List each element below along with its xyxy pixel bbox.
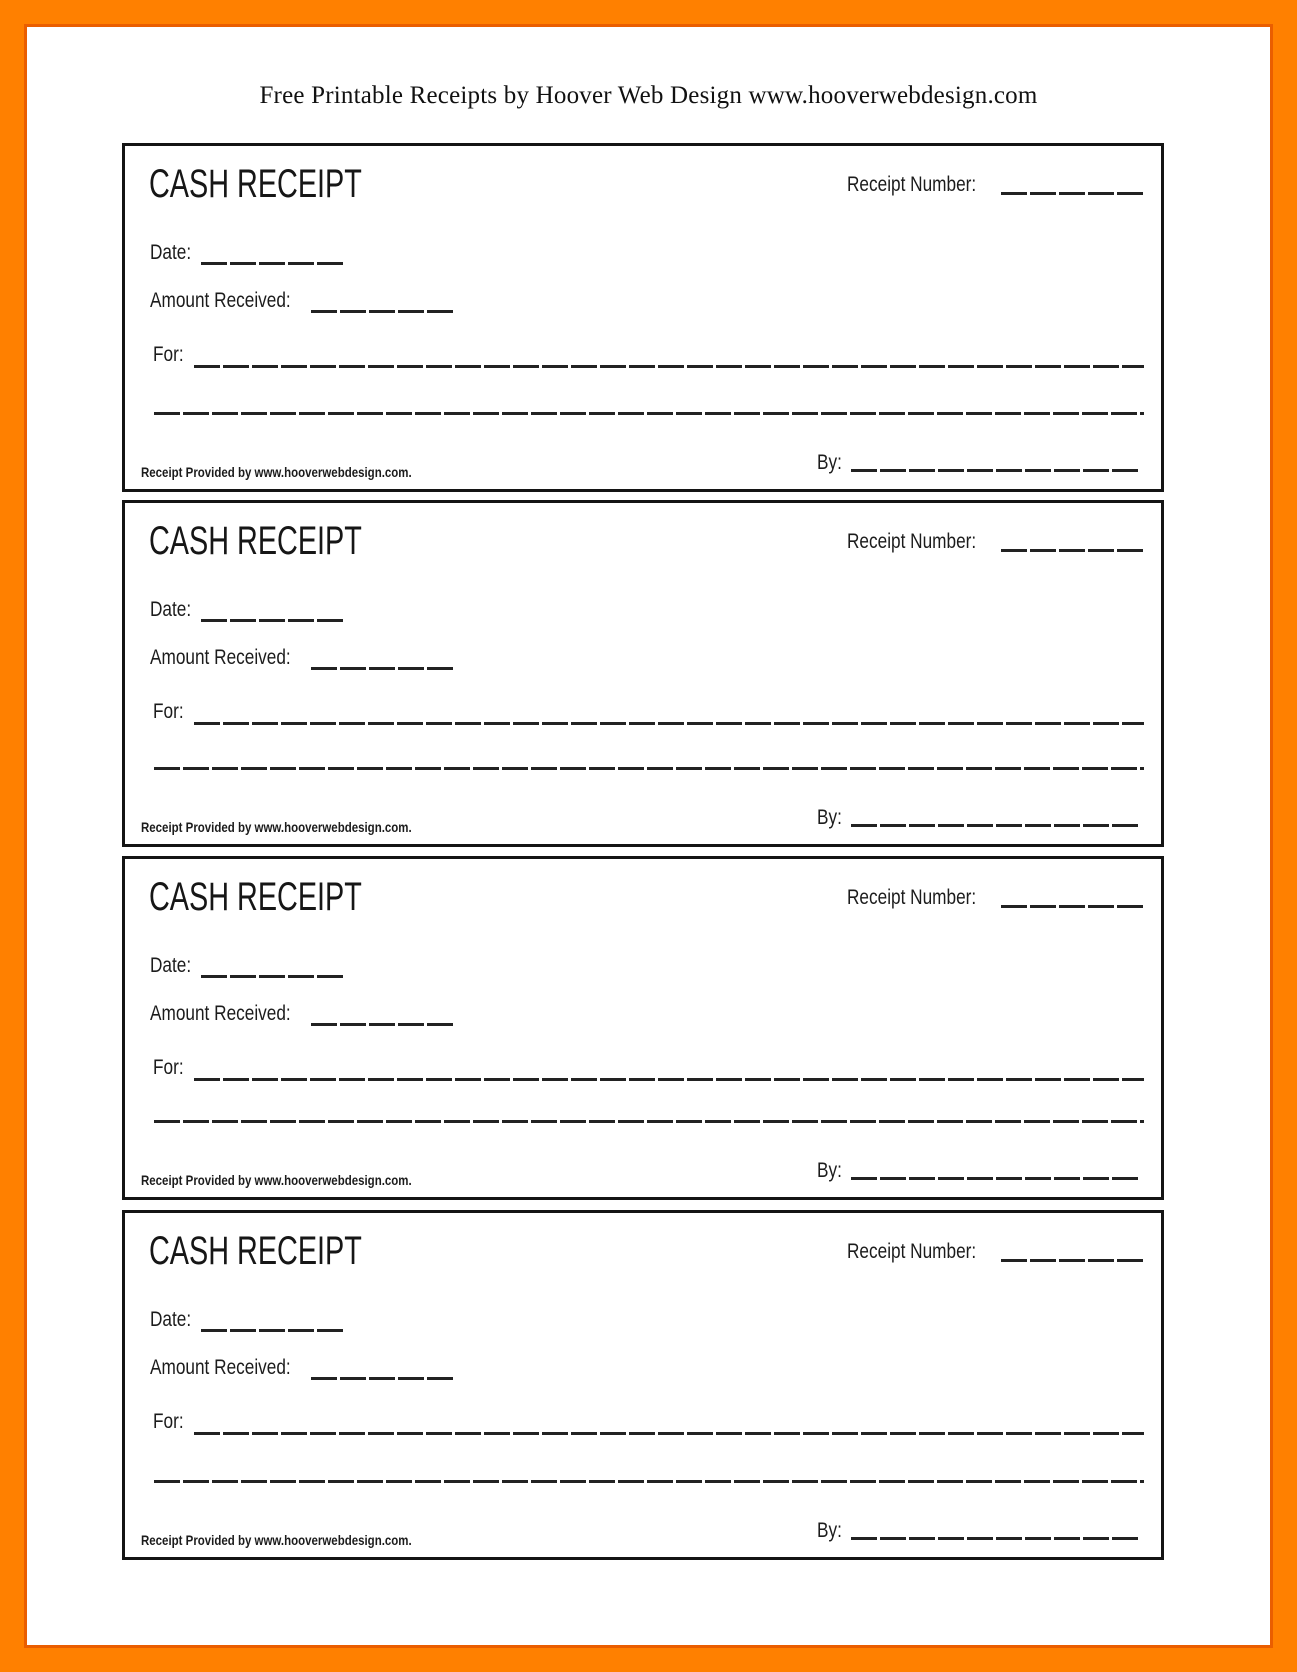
for-blank-line	[194, 1432, 1144, 1435]
cash-receipt-block	[122, 1210, 1164, 1560]
amount-received-blank-line	[311, 1377, 456, 1380]
receipt-number-label: Receipt Number:	[847, 173, 977, 196]
amount-received-label: Amount Received:	[150, 646, 291, 669]
for-blank-line-2	[154, 1120, 1144, 1123]
by-label: By:	[817, 805, 842, 829]
date-label: Date:	[150, 954, 192, 977]
receipt-title: CASH RECEIPT	[149, 875, 362, 919]
receipt-number-blank-line	[1001, 549, 1143, 552]
amount-received-blank-line	[311, 310, 456, 313]
for-blank-line	[194, 1078, 1144, 1081]
provided-by-note: Receipt Provided by www.hooverwebdesign.com.	[141, 1172, 412, 1189]
receipt-number-label: Receipt Number:	[847, 886, 977, 909]
by-blank-line	[851, 1177, 1141, 1180]
for-blank-line-2	[154, 412, 1144, 415]
date-blank-line	[201, 619, 346, 622]
by-label: By:	[817, 450, 842, 474]
amount-received-label: Amount Received:	[150, 289, 291, 312]
receipt-number-blank-line	[1001, 1259, 1143, 1262]
amount-received-label: Amount Received:	[150, 1356, 291, 1379]
date-blank-line	[201, 1329, 346, 1332]
by-blank-line	[851, 824, 1141, 827]
date-label: Date:	[150, 598, 192, 621]
for-blank-line	[194, 722, 1144, 725]
receipt-number-label: Receipt Number:	[847, 1240, 977, 1263]
receipt-title: CASH RECEIPT	[149, 1229, 362, 1273]
receipt-number-blank-line	[1001, 905, 1143, 908]
for-label: For:	[153, 1056, 184, 1079]
amount-received-label: Amount Received:	[150, 1002, 291, 1025]
for-label: For:	[153, 1410, 184, 1433]
for-blank-line-2	[154, 1480, 1144, 1483]
for-label: For:	[153, 700, 184, 723]
for-blank-line-2	[154, 767, 1144, 770]
page-title: Free Printable Receipts by Hoover Web Design www.hooverwebdesign.com	[259, 82, 1038, 109]
by-blank-line	[851, 1537, 1141, 1540]
provided-by-note: Receipt Provided by www.hooverwebdesign.com.	[141, 464, 412, 481]
date-blank-line	[201, 262, 346, 265]
by-label: By:	[817, 1158, 842, 1182]
by-label: By:	[817, 1518, 842, 1542]
for-label: For:	[153, 343, 184, 366]
receipt-title: CASH RECEIPT	[149, 519, 362, 563]
for-blank-line	[194, 365, 1144, 368]
provided-by-note: Receipt Provided by www.hooverwebdesign.com.	[141, 819, 412, 836]
receipt-number-blank-line	[1001, 192, 1143, 195]
receipt-number-label: Receipt Number:	[847, 530, 977, 553]
date-blank-line	[201, 975, 346, 978]
receipt-title: CASH RECEIPT	[149, 162, 362, 206]
cash-receipt-block	[122, 856, 1164, 1200]
cash-receipt-block	[122, 500, 1164, 847]
date-label: Date:	[150, 1308, 192, 1331]
amount-received-blank-line	[311, 1023, 456, 1026]
provided-by-note: Receipt Provided by www.hooverwebdesign.com.	[141, 1532, 412, 1549]
amount-received-blank-line	[311, 667, 456, 670]
by-blank-line	[851, 469, 1141, 472]
date-label: Date:	[150, 241, 192, 264]
cash-receipt-block	[122, 143, 1164, 492]
